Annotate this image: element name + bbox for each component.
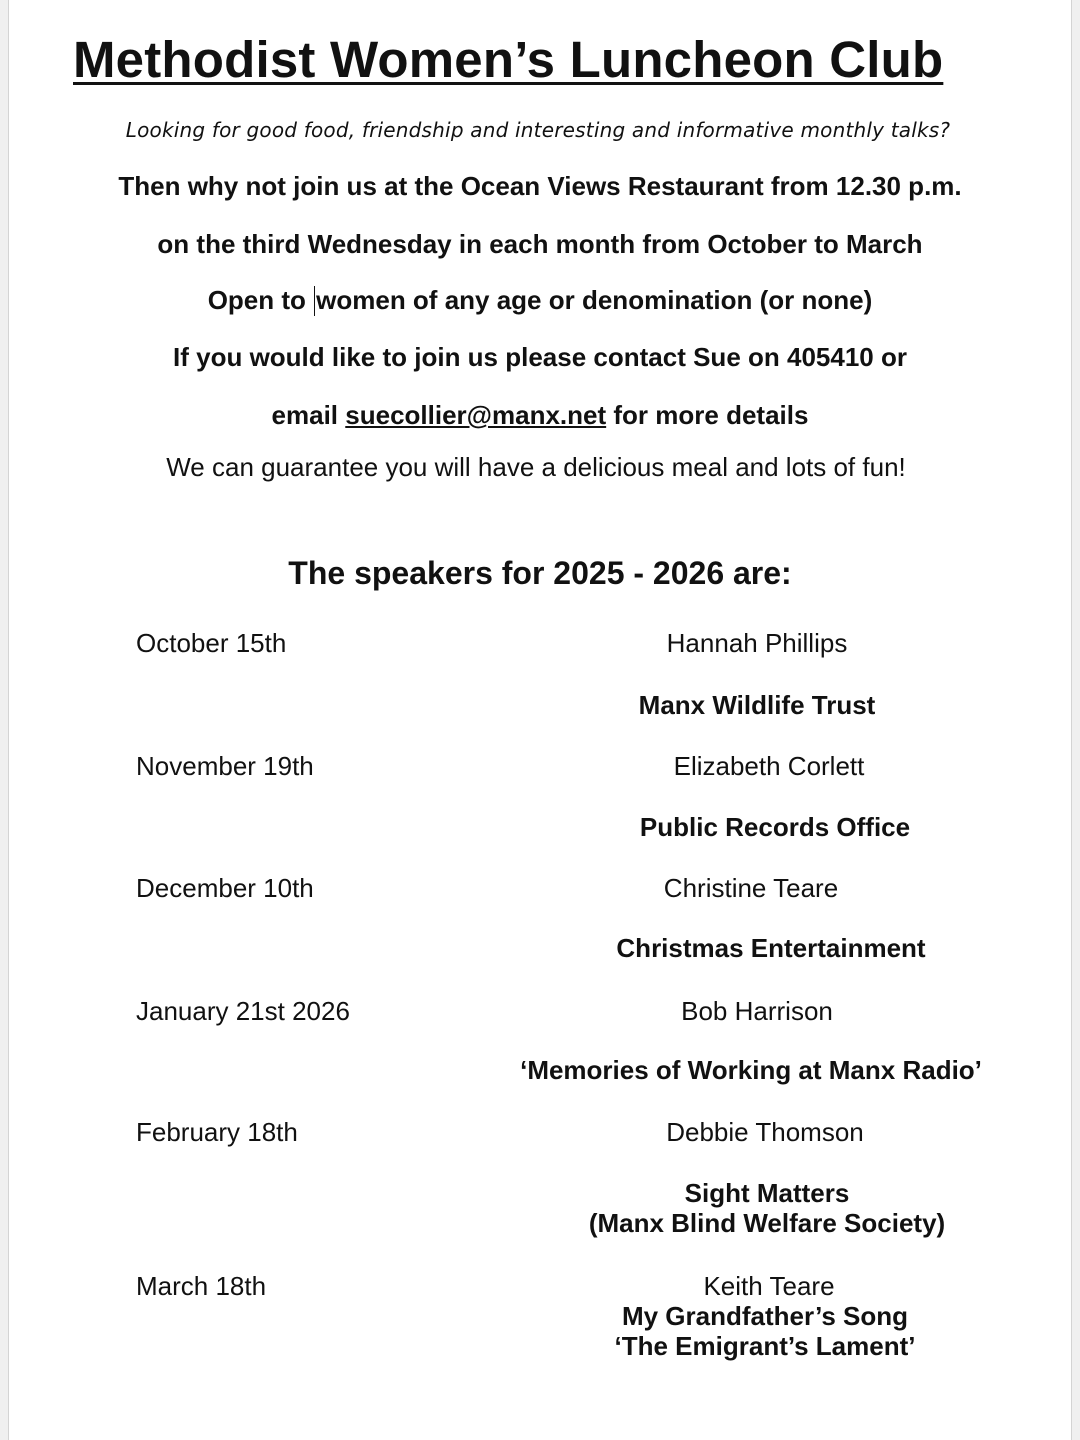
schedule-topic: ‘Memories of Working at Manx Radio’ [520,1055,982,1085]
text-cursor [314,286,315,316]
schedule-topic: (Manx Blind Welfare Society) [588,1208,946,1238]
schedule-topic: ‘The Emigrant’s Lament’ [614,1331,916,1361]
tagline: Looking for good food, friendship and interesting and informative monthly talks? [125,118,951,142]
schedule-speaker: Keith Teare [703,1271,835,1301]
schedule-speaker: Bob Harrison [681,996,833,1026]
invitation-line-3-start: Open to [207,285,314,315]
schedule-date: November 19th [136,751,314,781]
invitation-line-1: Then why not join us at the Ocean Views Restaurant from 12.30 p.m. [118,171,962,201]
invitation-line-2: on the third Wednesday in each month from October to March [157,229,923,259]
speakers-heading: The speakers for 2025 - 2026 are: [288,555,792,591]
email-link[interactable]: suecollier@manx.net [345,400,607,430]
page-title: Methodist Women’s Luncheon Club [73,31,944,88]
schedule-topic: Christmas Entertainment [616,933,926,963]
invitation-line-5 [9,400,1071,431]
schedule-speaker: Debbie Thomson [666,1117,864,1147]
schedule-topic: Sight Matters [684,1178,850,1208]
guarantee-line: We can guarantee you will have a delicious meal and lots of fun! [166,452,906,482]
document-page [8,0,1072,1440]
invitation-line-3-end: women of any age or denomination (or none) [316,285,873,315]
schedule-topic: My Grandfather’s Song [621,1301,909,1331]
invitation-line-3 [9,285,1071,316]
schedule-date: January 21st 2026 [136,996,350,1026]
email-prefix: email [271,400,346,430]
schedule-speaker: Christine Teare [663,873,839,903]
schedule-date: October 15th [136,628,287,658]
schedule-speaker: Elizabeth Corlett [673,751,865,781]
schedule-date: February 18th [136,1117,298,1147]
schedule-topic: Manx Wildlife Trust [638,690,876,720]
schedule-date: December 10th [136,873,314,903]
invitation-line-4: If you would like to join us please contact Sue on 405410 or [173,342,907,372]
email-suffix: for more details [606,400,809,430]
schedule-topic: Public Records Office [639,812,911,842]
schedule-speaker: Hannah Phillips [666,628,848,658]
schedule-date: March 18th [136,1271,267,1301]
